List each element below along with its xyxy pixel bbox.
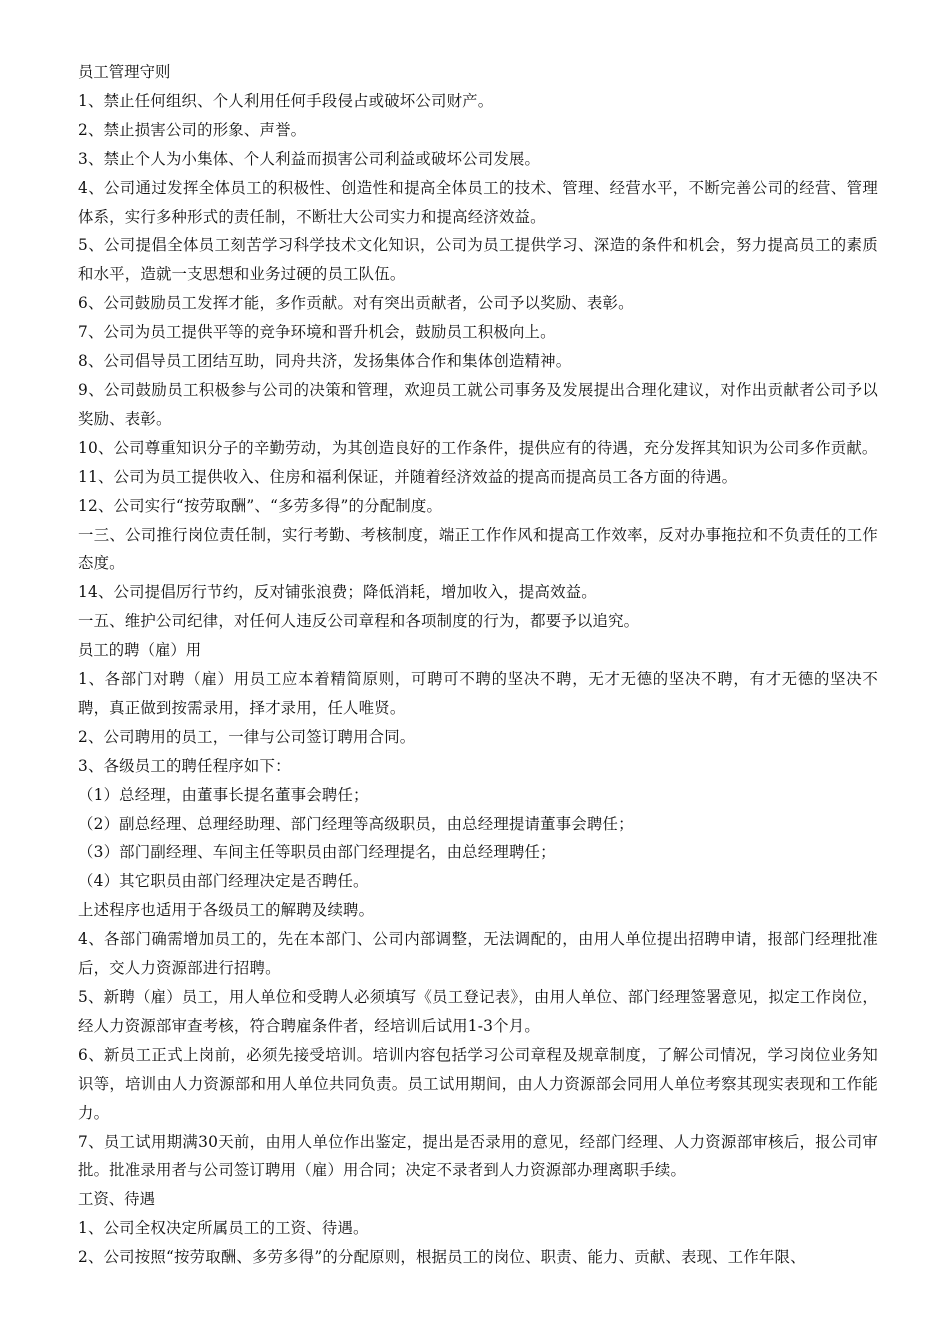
section-heading: 员工管理守则	[78, 63, 171, 81]
section-heading: 员工的聘（雇）用	[78, 641, 202, 660]
paragraph: 10、公司尊重知识分子的辛勤劳动，为其创造良好的工作条件，提供应有的待遇，充分发挥其知识为公司多作贡献。	[78, 438, 878, 457]
paragraph: 上述程序也适用于各级员工的解聘及续聘。	[78, 901, 375, 920]
paragraph: 4、公司通过发挥全体员工的积极性、创造性和提高全体员工的技术、管理、经营水平，不断完善公司的经营、管理体系，实行多种形式的责任制，不断壮大公司实力和提高经济效益。	[78, 178, 878, 226]
paragraph: 2、禁止损害公司的形象、声誉。	[78, 120, 307, 139]
paragraph: （3）部门副经理、车间主任等职员由部门经理提名，由总经理聘任；	[78, 843, 556, 862]
section-employment	[78, 636, 878, 1185]
paragraph: 一五、维护公司纪律，对任何人违反公司章程和各项制度的行为，都要予以追究。	[78, 612, 640, 631]
paragraph: 1、禁止任何组织、个人利用任何手段侵占或破坏公司财产。	[78, 91, 494, 110]
document-page	[78, 58, 878, 1272]
paragraph: 7、公司为员工提供平等的竞争环境和晋升机会，鼓励员工积极向上。	[78, 323, 556, 342]
paragraph: 12、公司实行“按劳取酬”、“多劳多得”的分配制度。	[78, 496, 443, 515]
section-conduct-rules	[78, 58, 878, 636]
paragraph: 6、公司鼓励员工发挥才能，多作贡献。对有突出贡献者，公司予以奖励、表彰。	[78, 294, 634, 313]
paragraph: 6、新员工正式上岗前，必须先接受培训。培训内容包括学习公司章程及规章制度，了解公司情况，学习岗位业务知识等，培训由人力资源部和用人单位共同负责。员工试用期间，由人力资源部会同用人单位考察其现实表现和工作能力。	[78, 1045, 878, 1122]
paragraph: 4、各部门确需增加员工的，先在本部门、公司内部调整，无法调配的，由用人单位提出招聘申请，报部门经理批准后，交人力资源部进行招聘。	[78, 930, 878, 978]
paragraph: 2、公司聘用的员工，一律与公司签订聘用合同。	[78, 727, 416, 746]
paragraph: 14、公司提倡厉行节约，反对铺张浪费；降低消耗，增加收入，提高效益。	[78, 583, 597, 602]
paragraph: 8、公司倡导员工团结互助，同舟共济，发扬集体合作和集体创造精神。	[78, 352, 572, 371]
paragraph: （4）其它职员由部门经理决定是否聘任。	[78, 872, 369, 891]
paragraph: 2、公司按照“按劳取酬、多劳多得”的分配原则，根据员工的岗位、职责、能力、贡献、表现、工作年限、	[78, 1248, 806, 1267]
paragraph: 1、各部门对聘（雇）用员工应本着精简原则，可聘可不聘的坚决不聘，无才无德的坚决不聘，有才无德的坚决不聘，真正做到按需录用，择才录用，任人唯贤。	[78, 670, 878, 717]
paragraph: （2）副总经理、总理经助理、部门经理等高级职员，由总经理提请董事会聘任；	[78, 814, 634, 833]
paragraph: 5、新聘（雇）员工，用人单位和受聘人必须填写《员工登记表》，由用人单位、部门经理签署意见，拟定工作岗位，经人力资源部审查考核，符合聘雇条件者，经培训后试用1-3个月。	[78, 988, 878, 1035]
paragraph: （1）总经理，由董事长提名董事会聘任；	[78, 785, 369, 804]
paragraph: 5、公司提倡全体员工刻苦学习科学技术文化知识，公司为员工提供学习、深造的条件和机会，努力提高员工的素质和水平，造就一支思想和业务过硬的员工队伍。	[78, 236, 878, 284]
section-salary	[78, 1185, 878, 1272]
paragraph: 7、员工试用期满30天前，由用人单位作出鉴定，提出是否录用的意见，经部门经理、人力资源部审核后，报公司审批。批准录用者与公司签订聘用（雇）用合同；决定不录者到人力资源部办理离职手续。	[78, 1132, 878, 1180]
paragraph: 3、各级员工的聘任程序如下：	[78, 756, 291, 775]
paragraph: 1、公司全权决定所属员工的工资、待遇。	[78, 1219, 369, 1238]
paragraph: 11、公司为员工提供收入、住房和福利保证，并随着经济效益的提高而提高员工各方面的待遇。	[78, 467, 738, 486]
paragraph: 9、公司鼓励员工积极参与公司的决策和管理，欢迎员工就公司事务及发展提出合理化建议，对作出贡献者公司予以奖励、表彰。	[78, 380, 878, 428]
paragraph: 3、禁止个人为小集体、个人利益而损害公司利益或破坏公司发展。	[78, 149, 541, 168]
paragraph: 一三、公司推行岗位责任制，实行考勤、考核制度，端正工作作风和提高工作效率，反对办事拖拉和不负责任的工作态度。	[78, 525, 878, 573]
section-heading: 工资、待遇	[78, 1190, 155, 1209]
